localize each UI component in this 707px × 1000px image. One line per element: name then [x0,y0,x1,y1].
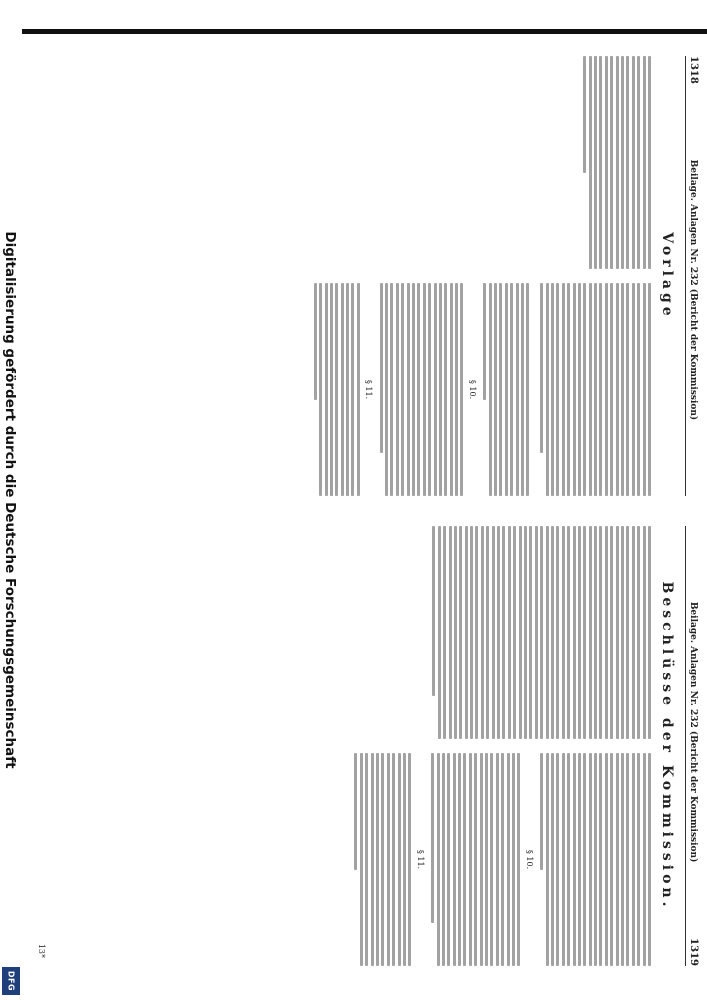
text-line [631,283,634,496]
text-line [637,753,640,966]
text-line [540,526,543,739]
text-line [501,753,504,966]
text-line [567,283,570,496]
text-line [390,283,393,496]
text-line [397,753,400,966]
right-column [81,283,651,496]
text-line [572,753,575,966]
text-line [529,526,532,739]
text-line [428,283,431,496]
text-line [385,283,388,496]
text-line [572,283,575,496]
text-line [438,283,441,496]
text-line [572,526,575,739]
text-line [610,56,613,269]
section-heading: Beschlüsse der Kommission. [658,581,675,911]
text-line [610,283,613,496]
text-line [443,526,446,739]
text-line [637,526,640,739]
text-line [513,526,516,739]
text-line [517,753,520,966]
page-1319 [30,522,707,970]
text-line [642,283,645,496]
text-line [626,526,629,739]
text-line [346,283,349,496]
paragraph-number: § 11. [415,849,425,870]
text-line [518,526,521,739]
digitization-credit-text: Digitalisierung gefördert durch die Deutsche Forschungsgemeinschaft [2,231,18,769]
text-line [615,283,618,496]
text-line [351,283,354,496]
text-line [411,283,414,496]
text-line [556,283,559,496]
text-line [431,753,434,923]
text-line [460,283,463,496]
dfg-logo-text: DFG [6,970,16,992]
text-line [499,283,502,496]
text-line [455,283,458,496]
text-line [604,56,607,269]
text-line [540,753,543,870]
text-line [583,283,586,496]
paragraph-number: § 10. [524,849,534,870]
text-line [370,753,373,966]
running-title: Beilage. Anlagen Nr. 232 (Bericht der Kommission) [687,601,698,863]
text-line [356,283,359,496]
text-line [615,753,618,966]
text-line [515,283,518,496]
text-line [610,526,613,739]
text-line [502,526,505,739]
paragraph-number: § 10. [467,379,477,400]
text-line [583,526,586,739]
text-line [474,753,477,966]
section-heading: Vorlage [658,232,675,320]
text-line [459,526,462,739]
text-line [468,753,471,966]
text-line [495,753,498,966]
text-line [497,526,500,739]
text-line [319,283,322,496]
text-line [381,753,384,966]
text-line [441,753,444,966]
text-line [449,283,452,496]
text-line [475,526,478,739]
text-line [402,753,405,966]
text-line [631,526,634,739]
text-line [615,526,618,739]
two-column-text [81,526,651,966]
text-line [550,526,553,739]
text-line [444,283,447,496]
text-line [637,283,640,496]
right-column [81,753,651,966]
text-line [464,526,467,739]
text-line [599,753,602,966]
text-line [631,56,634,269]
text-line [588,56,591,269]
text-line [324,283,327,496]
text-line [329,283,332,496]
text-line [588,753,591,966]
text-line [637,56,640,269]
text-line [626,283,629,496]
scanned-sheet [30,52,707,1000]
text-line [626,753,629,966]
paragraph-number: § 11. [363,379,373,400]
page-1319-content [36,526,699,966]
signature-mark: 13* [36,943,46,958]
paragraph-gap [531,283,537,496]
text-line [561,283,564,496]
left-column [81,56,651,269]
text-line [604,526,607,739]
running-title: Beilage. Anlagen Nr. 232 (Bericht der Kommission) [687,159,698,421]
text-line [550,283,553,496]
dfg-logo [2,967,20,995]
text-line [642,526,645,739]
text-line [583,56,586,173]
page-number: 1319 [687,938,699,966]
text-line [545,283,548,496]
text-line [437,526,440,739]
text-line [406,283,409,496]
text-line [452,753,455,966]
text-line [485,753,488,966]
text-line [577,283,580,496]
text-line [648,56,651,269]
text-line [594,526,597,739]
text-line [648,283,651,496]
text-line [506,753,509,966]
digitization-credit [0,0,20,1000]
text-line [599,56,602,269]
text-line [588,526,591,739]
text-line [631,753,634,966]
text-line [447,753,450,966]
text-line [521,283,524,496]
text-line [365,753,368,966]
text-line [621,56,624,269]
text-line [610,753,613,966]
text-line [479,753,482,966]
text-line [504,283,507,496]
text-line [512,753,515,966]
text-line [583,753,586,966]
text-line [534,526,537,739]
text-line [458,753,461,966]
page-header [685,526,699,966]
text-line [604,753,607,966]
text-line [401,283,404,496]
text-line [491,526,494,739]
text-line [376,753,379,966]
text-line [359,753,362,966]
text-line [392,753,395,966]
page-1318-content [39,56,699,496]
text-line [604,283,607,496]
text-line [422,283,425,496]
text-line [483,283,486,400]
text-line [470,526,473,739]
text-line [340,283,343,496]
text-line [621,753,624,966]
text-line [642,753,645,966]
top-border-rule [22,29,707,34]
text-line [540,283,543,453]
text-line [556,526,559,739]
text-line [507,526,510,739]
left-column [81,526,651,739]
text-line [642,56,645,269]
page-header [685,56,699,496]
text-line [648,526,651,739]
text-line [313,283,316,400]
two-column-text [81,56,651,496]
page-number: 1318 [687,56,699,84]
text-line [626,56,629,269]
text-line [335,283,338,496]
text-line [417,283,420,496]
text-line [354,753,357,870]
text-line [432,526,435,696]
text-line [408,753,411,966]
text-line [599,526,602,739]
text-line [486,526,489,739]
text-line [556,753,559,966]
text-line [577,526,580,739]
text-line [524,526,527,739]
text-line [577,753,580,966]
text-line [436,753,439,966]
text-line [510,283,513,496]
page-1318 [30,52,707,500]
text-line [621,283,624,496]
text-line [588,283,591,496]
text-line [599,283,602,496]
text-line [550,753,553,966]
text-line [379,283,382,453]
text-line [594,283,597,496]
text-line [433,283,436,496]
text-line [463,753,466,966]
text-line [526,283,529,496]
text-line [453,526,456,739]
text-line [615,56,618,269]
text-line [448,526,451,739]
text-line [621,526,624,739]
text-line [545,753,548,966]
text-line [567,753,570,966]
text-line [561,526,564,739]
text-line [386,753,389,966]
text-line [395,283,398,496]
text-line [545,526,548,739]
text-line [594,56,597,269]
text-line [494,283,497,496]
text-line [594,753,597,966]
text-line [480,526,483,739]
text-line [648,753,651,966]
text-line [567,526,570,739]
text-line [561,753,564,966]
text-line [490,753,493,966]
text-line [488,283,491,496]
